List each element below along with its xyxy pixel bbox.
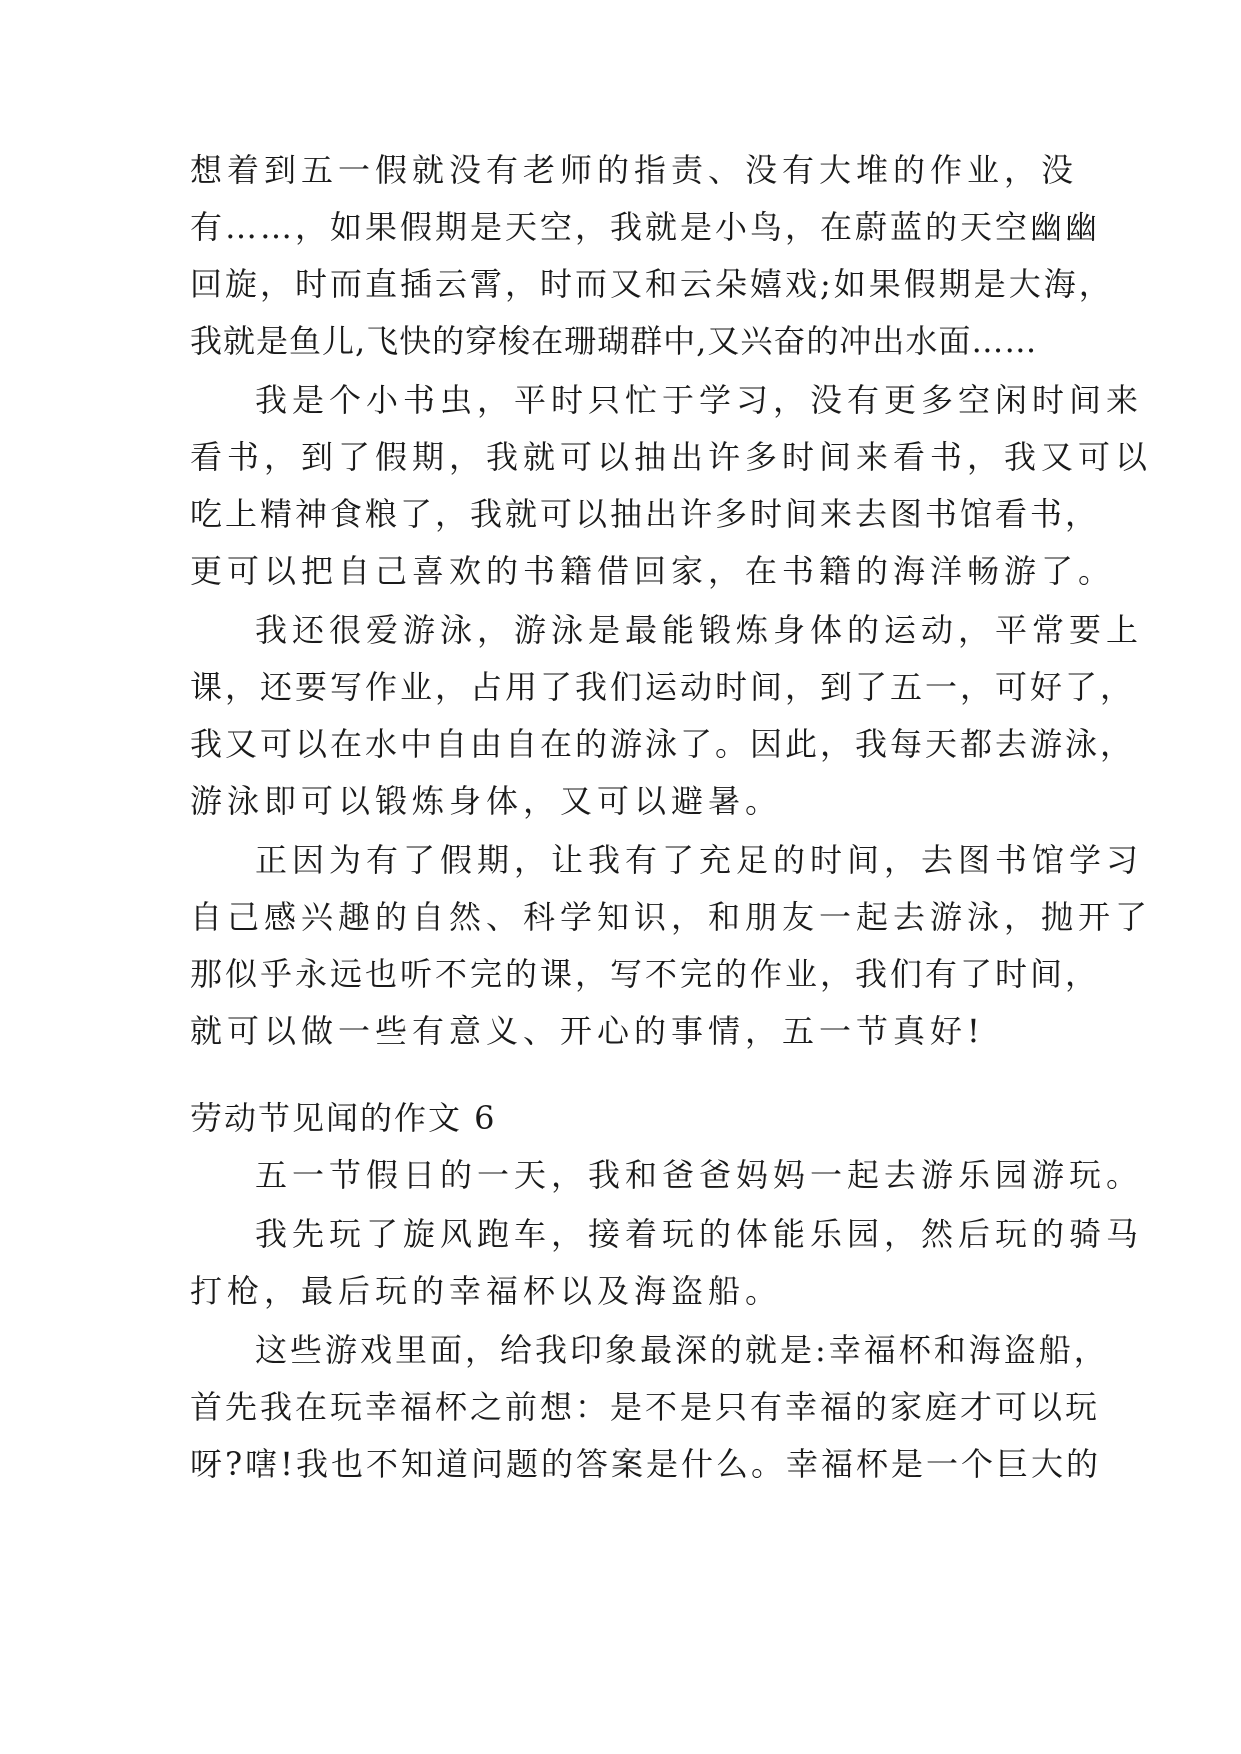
section-paragraph-2-line-2: 打枪，最后玩的幸福杯以及海盗船。	[190, 1272, 783, 1310]
paragraph-4-line-2: 自己感兴趣的自然、科学知识，和朋友一起去游泳，抛开了	[190, 898, 1153, 936]
section-paragraph-2-line-1: 我先玩了旋风跑车，接着玩的体能乐园，然后玩的骑马	[255, 1215, 1144, 1253]
paragraph-3-line-4: 游泳即可以锻炼身体，又可以避暑。	[190, 782, 783, 820]
paragraph-2-line-2: 看书，到了假期，我就可以抽出许多时间来看书，我又可以	[190, 438, 1153, 476]
paragraph-4-line-3: 那似乎永远也听不完的课，写不完的作业，我们有了时间，	[190, 955, 1101, 993]
paragraph-3-line-2: 课，还要写作业，占用了我们运动时间，到了五一，可好了，	[190, 668, 1136, 706]
paragraph-2-line-3: 吃上精神食粮了，我就可以抽出许多时间来去图书馆看书，	[190, 495, 1101, 533]
paragraph-1-line-2: 有……，如果假期是天空，我就是小鸟，在蔚蓝的天空幽幽	[190, 208, 1101, 246]
paragraph-1-line-1: 想着到五一假就没有老师的指责、没有大堆的作业，没	[190, 151, 1079, 189]
section-paragraph-3-line-2: 首先我在玩幸福杯之前想：是不是只有幸福的家庭才可以玩	[190, 1388, 1101, 1426]
section-paragraph-1-line-1: 五一节假日的一天，我和爸爸妈妈一起去游乐园游玩。	[255, 1156, 1144, 1194]
paragraph-4-line-1: 正因为有了假期，让我有了充足的时间，去图书馆学习	[255, 841, 1144, 879]
section-title: 劳动节见闻的作文 6	[190, 1099, 497, 1137]
paragraph-1-line-4: 我就是鱼儿,飞快的穿梭在珊瑚群中,又兴奋的冲出水面……	[190, 322, 1038, 360]
paragraph-1-line-3: 回旋，时而直插云霄，时而又和云朵嬉戏;如果假期是大海，	[190, 265, 1114, 303]
paragraph-2-line-1: 我是个小书虫，平时只忙于学习，没有更多空闲时间来	[255, 381, 1144, 419]
paragraph-3-line-1: 我还很爱游泳，游泳是最能锻炼身体的运动，平常要上	[255, 611, 1144, 649]
paragraph-4-line-4: 就可以做一些有意义、开心的事情，五一节真好!	[190, 1012, 985, 1050]
paragraph-3-line-3: 我又可以在水中自由自在的游泳了。因此，我每天都去游泳，	[190, 725, 1136, 763]
paragraph-2-line-4: 更可以把自己喜欢的书籍借回家，在书籍的海洋畅游了。	[190, 552, 1116, 590]
section-paragraph-3-line-3: 呀?嗐!我也不知道问题的答案是什么。幸福杯是一个巨大的	[190, 1445, 1102, 1483]
section-paragraph-3-line-1: 这些游戏里面，给我印象最深的就是:幸福杯和海盗船，	[255, 1331, 1109, 1369]
